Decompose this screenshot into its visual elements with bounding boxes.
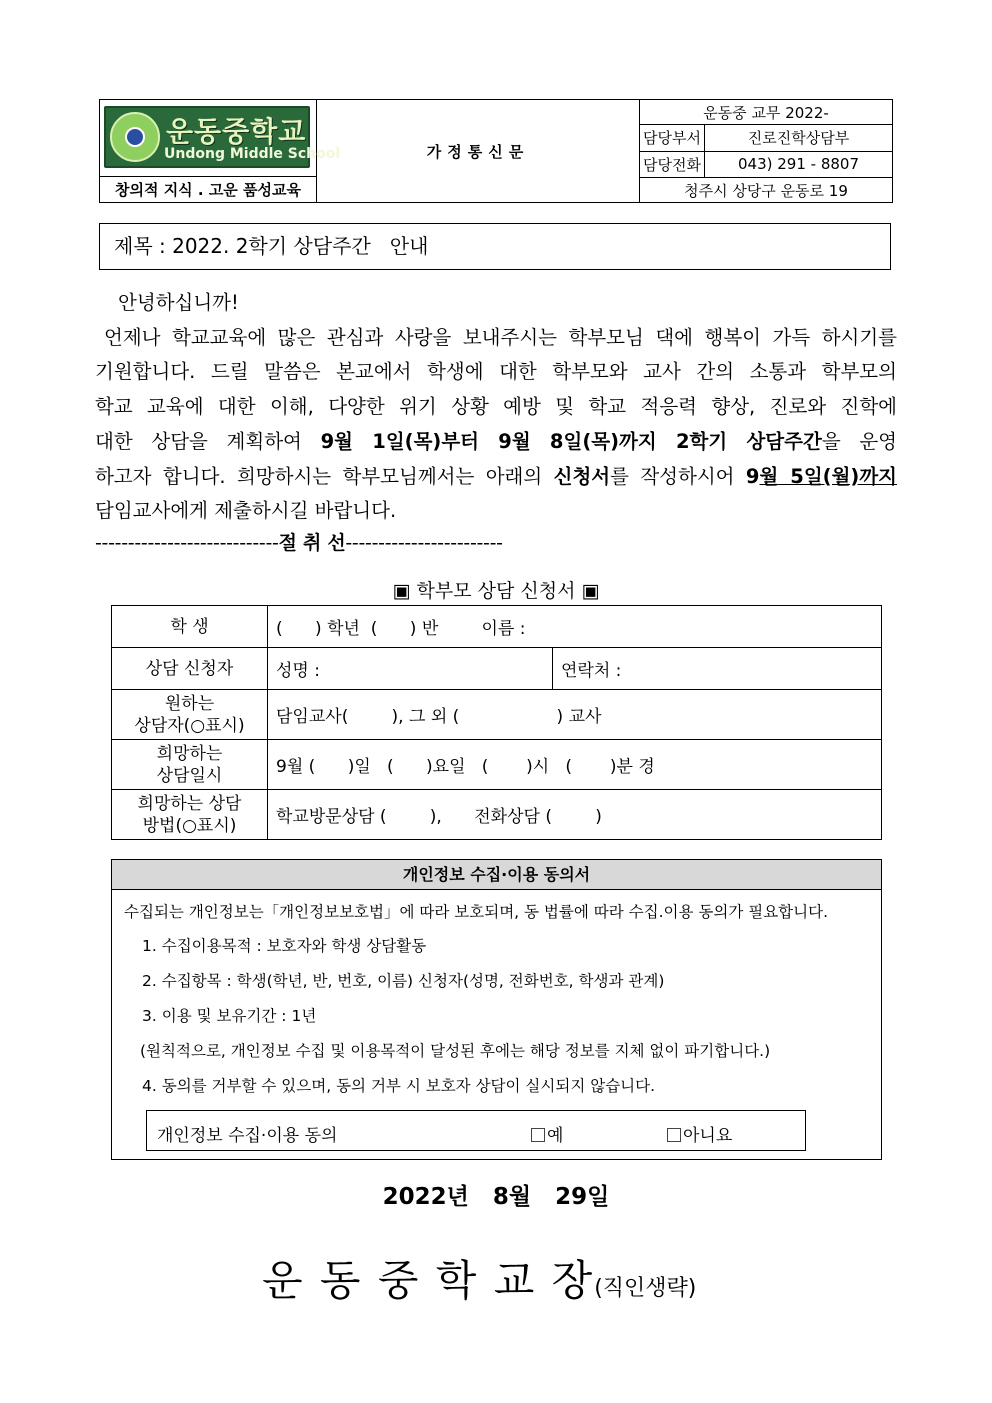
consent-item-2: 2. 수집항목 : 학생(학년, 반, 번호, 이름) 신청자(성명, 전화번호, 학생과 관계) (142, 972, 665, 990)
body-line-3: 학교 교육에 대한 이해, 다양한 위기 상황 예방 및 학교 적응력 향상, 진로와 진학에 (95, 395, 897, 418)
body-line-4-a: 대한 상담을 계획하여 (95, 430, 302, 453)
phone-value: 043) 291 - 8807 (705, 151, 893, 178)
datetime-label-line-2: 상담일시 (156, 765, 223, 786)
checkbox-no-icon[interactable] (667, 1128, 681, 1142)
body-line-5 (95, 461, 897, 489)
document-title: 가정통신문 (317, 100, 640, 203)
body-line-5-form: 신청서 (553, 465, 611, 488)
principal-signature (262, 1248, 696, 1308)
cut-line-dashes-left: ---------------------------- (95, 532, 279, 554)
method-field[interactable]: 학교방문상담 ( ), 전화상담 ( ) (268, 790, 882, 840)
school-motto: 창의적 지식 . 고운 품성교육 (100, 177, 317, 203)
body-line-5-deadline-a: 9 (745, 465, 760, 488)
school-name-en: Undong Middle School (164, 146, 341, 162)
body-line-5-a: 하고자 합니다. 희망하시는 학부모님께서는 아래의 (95, 465, 543, 488)
consent-agree-box (146, 1110, 806, 1151)
consent-note: (원칙적으로, 개인정보 수집 및 이용목적이 달성된 후에는 해당 정보를 지체 없이 파기합니다.) (140, 1042, 771, 1060)
consent-item-4: 4. 동의를 거부할 수 있으며, 동의 거부 시 보호자 상담이 실시되지 않습니다. (142, 1077, 656, 1095)
datetime-label (112, 740, 268, 790)
seal-note: (직인생략) (594, 1276, 697, 1301)
cut-line (95, 528, 503, 555)
counselor-label-line-1: 원하는 (164, 693, 215, 714)
body-line-5-c: 를 작성하시어 (610, 465, 735, 488)
method-label-line-2: 방법(○표시) (142, 815, 237, 836)
application-form (111, 605, 882, 840)
dept-value: 진로진학상담부 (705, 125, 893, 152)
greeting: 안녕하십니까! (118, 291, 239, 314)
consent-agree-label: 개인정보 수집·이용 동의 (157, 1126, 338, 1146)
issue-date: 2022년 8월 29일 (382, 1184, 610, 1210)
document-number: 운동중 교무 2022- (640, 100, 892, 125)
consent-no-label: 아니요 (683, 1126, 733, 1146)
consent-no-option[interactable] (667, 1121, 732, 1146)
body-line-4-highlight: 9월 1일(목)부터 9월 8일(목)까지 2학기 상담주간 (320, 430, 822, 453)
datetime-label-line-1: 희망하는 (156, 743, 223, 764)
school-name: 운동중학교 (166, 115, 307, 148)
body-line-5-deadline-b: 월 5일(월)까지 (759, 465, 897, 488)
applicant-contact-field[interactable]: 연락처 : (553, 648, 882, 690)
consent-section (111, 859, 882, 1160)
phone-label: 담당전화 (640, 151, 705, 178)
counselor-field[interactable]: 담임교사( ), 그 외 ( ) 교사 (268, 690, 882, 740)
consent-item-3: 3. 이용 및 보유기간 : 1년 (142, 1007, 317, 1025)
consent-item-1: 1. 수집이용목적 : 보호자와 학생 상담활동 (142, 937, 427, 955)
form-title: ▣ 학부모 상담 신청서 ▣ (392, 580, 600, 602)
body-line-6: 담임교사에게 제출하시길 바랍니다. (95, 499, 397, 522)
datetime-field[interactable]: 9월 ( )일 ( )요일 ( )시 ( )분 경 (268, 740, 882, 790)
checkbox-yes-icon[interactable] (531, 1128, 545, 1142)
principal-title: 운 동 중 학 교 장 (262, 1256, 595, 1305)
applicant-label: 상담 신청자 (112, 648, 268, 690)
counselor-label (112, 690, 268, 740)
cut-line-label: 절 취 선 (278, 532, 346, 554)
consent-heading: 개인정보 수집·이용 동의서 (112, 860, 881, 890)
body-line-2: 기원합니다. 드릴 말씀은 본교에서 학생에 대한 학부모와 교사 간의 소통과 학부모의 (95, 360, 897, 383)
dept-label: 담당부서 (640, 125, 705, 152)
applicant-name-field[interactable]: 성명 : (268, 648, 553, 690)
subject-box: 제목 : 2022. 2학기 상담주간 안내 (99, 223, 891, 270)
school-logo (100, 100, 341, 177)
header-table (99, 99, 893, 203)
consent-yes-label: 예 (547, 1126, 564, 1146)
student-field[interactable]: ( ) 학년 ( ) 반 이름 : (268, 606, 882, 648)
cut-line-dashes-right: ------------------------ (345, 532, 503, 554)
school-address: 청주시 상당구 운동로 19 (640, 178, 892, 203)
student-label: 학 생 (112, 606, 268, 648)
body-line-4-c: 을 운영 (821, 430, 898, 453)
method-label (112, 790, 268, 840)
method-label-line-1: 희망하는 상담 (137, 793, 242, 814)
body-line-1: 언제나 학교교육에 많은 관심과 사랑을 보내주시는 학부모님 댁에 행복이 가득 하시기를 (104, 326, 897, 349)
school-emblem-icon (110, 112, 160, 162)
counselor-label-line-2: 상담자(○표시) (134, 715, 245, 736)
body-line-4 (95, 426, 897, 454)
consent-yes-option[interactable] (531, 1121, 563, 1146)
consent-intro: 수집되는 개인정보는「개인정보보호법」에 따라 보호되며, 동 법률에 따라 수집.이용 동의가 필요합니다. (124, 903, 829, 921)
